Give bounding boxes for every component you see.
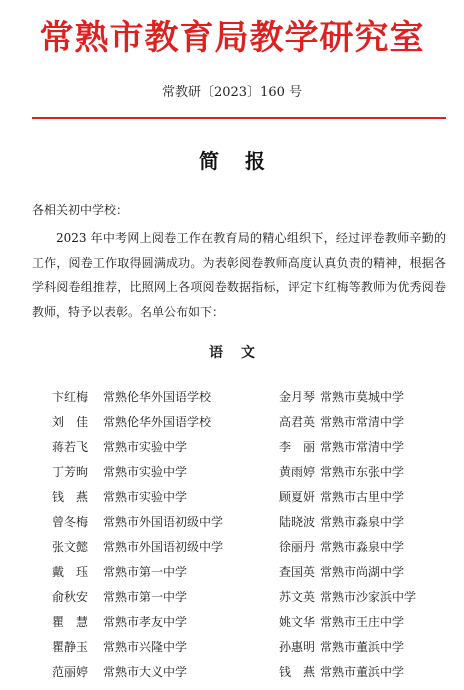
section-title-chinese: 语文: [209, 345, 273, 361]
school-name: 常熟市常清中学: [320, 415, 405, 429]
school-name: 常熟市王庄中学: [320, 615, 405, 629]
teacher-name: 徐丽丹: [279, 540, 316, 554]
school-name: 常熟市莫城中学: [320, 390, 405, 404]
teacher-name: 范丽婷: [52, 665, 89, 679]
teacher-name: 陆晓波: [279, 515, 316, 529]
teacher-name: 俞秋安: [52, 590, 89, 604]
document-title: 简报: [199, 149, 291, 173]
school-name: 常熟市尚湖中学: [320, 565, 405, 579]
teacher-name: 钱 燕: [52, 490, 89, 504]
roster-row: [0, 535, 464, 560]
school-name: 常熟市大义中学: [103, 665, 188, 679]
school-name: 常熟市古里中学: [320, 490, 405, 504]
roster-row: [0, 585, 464, 610]
teacher-name: 钱 燕: [279, 665, 316, 679]
salutation: 各相关初中学校：: [32, 203, 129, 217]
school-name: 常熟市董浜中学: [320, 640, 405, 654]
teacher-name: 金月琴: [279, 390, 316, 404]
teacher-name: 蒋若飞: [52, 440, 89, 454]
school-name: 常熟市实验中学: [103, 490, 188, 504]
teacher-name: 瞿静玉: [52, 640, 89, 654]
teacher-name: 姚文华: [279, 615, 316, 629]
roster-row: [0, 460, 464, 485]
school-name: 常熟市董浜中学: [320, 665, 405, 679]
school-name: 常熟市兴隆中学: [103, 640, 188, 654]
school-name: 常熟市外国语初级中学: [103, 515, 224, 529]
school-name: 常熟市实验中学: [103, 440, 188, 454]
teacher-name: 瞿 慧: [52, 615, 89, 629]
teacher-name: 卞红梅: [52, 390, 89, 404]
roster-row: [0, 610, 464, 635]
teacher-name: 黄雨婷: [279, 465, 316, 479]
teacher-name: 曾冬梅: [52, 515, 89, 529]
school-name: 常熟市外国语初级中学: [103, 540, 224, 554]
teacher-name: 顾夏妍: [279, 490, 316, 504]
roster-row: [0, 635, 464, 660]
roster-row: [0, 510, 464, 535]
red-divider: [32, 117, 446, 119]
org-title: 常熟市教育局教学研究室: [39, 18, 425, 58]
school-name: 常熟市东张中学: [320, 465, 405, 479]
school-name: 常熟伦华外国语学校: [103, 390, 212, 404]
roster-row: [0, 485, 464, 510]
school-name: 常熟市淼泉中学: [320, 515, 405, 529]
roster-row: [0, 385, 464, 410]
roster-row: [0, 435, 464, 460]
school-name: 常熟市沙家浜中学: [320, 590, 417, 604]
school-name: 常熟市淼泉中学: [320, 540, 405, 554]
teacher-name: 高君英: [279, 415, 316, 429]
document-number: 常教研〔2023〕160 号: [161, 85, 303, 100]
roster-row: [0, 560, 464, 585]
teacher-name: 查国英: [279, 565, 316, 579]
school-name: 常熟市孝友中学: [103, 615, 188, 629]
body-paragraph: 2023 年中考网上阅卷工作在教育局的精心组织下，经过评卷教师辛勤的工作，阅卷工作取得圆满成功。为表彰阅卷教师高度认真负责的精神，根据各学科阅卷组推荐，比照网上各项阅卷数据指标，评定卞红梅等教师为优秀阅卷教师，特予以表彰。名单公布如下：: [32, 231, 446, 319]
school-name: 常熟市第一中学: [103, 590, 188, 604]
school-name: 常熟市常清中学: [320, 440, 405, 454]
school-name: 常熟市第一中学: [103, 565, 188, 579]
teacher-name: 孙惠明: [279, 640, 316, 654]
teacher-name: 李 丽: [279, 440, 316, 454]
teacher-name: 苏文英: [279, 590, 316, 604]
teacher-name: 戴 珏: [52, 565, 89, 579]
roster-row: [0, 410, 464, 435]
teacher-name: 刘 佳: [52, 415, 89, 429]
teacher-name: 丁芳昫: [52, 465, 89, 479]
school-name: 常熟市实验中学: [103, 465, 188, 479]
teacher-name: 张文懿: [52, 540, 89, 554]
roster-row: [0, 660, 464, 685]
school-name: 常熟伦华外国语学校: [103, 415, 212, 429]
